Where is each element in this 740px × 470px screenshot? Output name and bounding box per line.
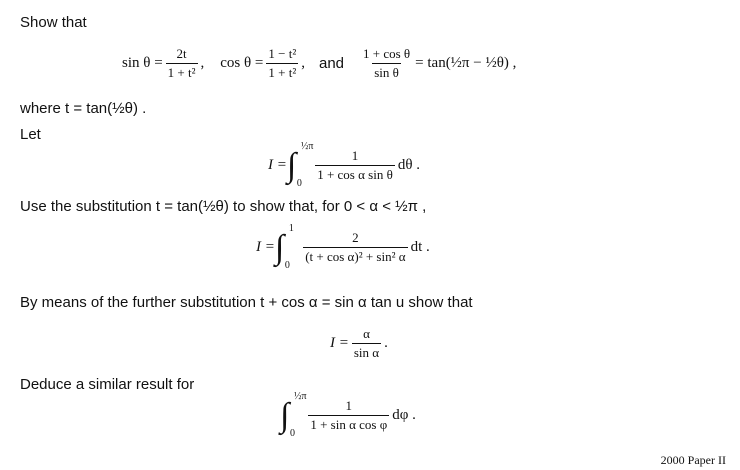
equation-1: sin θ = $\frac{2t}{\text{1 + t²}}$ , cos θ = $\frac{\text{1 − t²}}{\text{1 + t²}}$ , and $\frac{\text{1 + cos θ}}{\text{sin θ}}$ = tan(½π − ½θ) , (122, 46, 517, 80)
eq5-numerator: 1 (345, 398, 353, 413)
sin-denominator: 1 + t² (167, 65, 196, 80)
eq4-denominator: sin α (353, 345, 380, 360)
further-substitution-text: By means of the further substitution t + cos α = sin α tan u show that (20, 294, 473, 311)
eq3-lhs: I = (256, 239, 275, 255)
eq2-numerator: 1 (351, 148, 359, 163)
eq5-tail: dφ . (392, 407, 416, 423)
equation-5 (280, 390, 416, 439)
equation-2 (268, 140, 421, 189)
eq3-tail: dt . (410, 239, 430, 255)
equation-3 (256, 222, 430, 271)
where-text: where t = tan(½θ) . (20, 100, 147, 117)
let-text: Let (20, 126, 41, 143)
integral-sign-3: ∫ 1 0 (274, 222, 294, 271)
intro-text: Show that (20, 14, 87, 31)
sin-lhs: sin θ = (122, 55, 163, 71)
eq2-lhs: I = (268, 157, 287, 173)
and-word: and (318, 55, 345, 72)
sin-numerator: 2t (176, 46, 187, 61)
third-fraction (361, 46, 412, 81)
eq3-denominator: (t + cos α)² + sin² α (305, 249, 406, 264)
equation-4 (330, 326, 388, 361)
eq5-denominator: 1 + sin α cos φ (310, 417, 388, 432)
eq4-tail: . (384, 335, 388, 351)
eq2-lower-limit: 0 (296, 177, 302, 189)
eq5-upper-limit: ½π (294, 390, 307, 402)
integral-sign-5: ∫ ½π 0 (280, 390, 307, 439)
sin-fraction (166, 46, 198, 81)
cos-lhs: cos θ = (220, 55, 264, 71)
eq2-fraction (315, 148, 395, 183)
cos-fraction (266, 46, 298, 81)
eq2-denominator: 1 + cos α sin θ (317, 167, 393, 182)
deduce-text: Deduce a similar result for (20, 376, 195, 393)
eq3-numerator: 2 (352, 230, 359, 245)
eq5-lower-limit: 0 (290, 427, 295, 439)
eq4-numerator: α (363, 326, 370, 341)
integral-sign-2: ∫ ½π 0 (286, 140, 314, 189)
third-denominator: sin θ (374, 65, 399, 80)
cos-numerator: 1 − t² (268, 46, 297, 61)
eq3-fraction (303, 230, 407, 265)
eq4-lhs: I = (330, 335, 349, 351)
eq4-fraction (352, 326, 381, 361)
eq2-tail: dθ . (397, 157, 421, 173)
use-substitution-text: Use the substitution t = tan(½θ) to show that, for 0 < α < ½π , (20, 198, 427, 215)
eq3-upper-limit: 1 (288, 222, 294, 234)
eq2-upper-limit: ½π (300, 140, 314, 152)
third-numerator: 1 + cos θ (363, 46, 411, 61)
eq3-lower-limit: 0 (284, 259, 290, 271)
eq5-fraction (308, 398, 389, 433)
cos-denominator: 1 + t² (268, 65, 297, 80)
eq1-rhs: = tan(½π − ½θ) , (415, 55, 517, 71)
paper-footer: 2000 Paper II (660, 453, 726, 467)
